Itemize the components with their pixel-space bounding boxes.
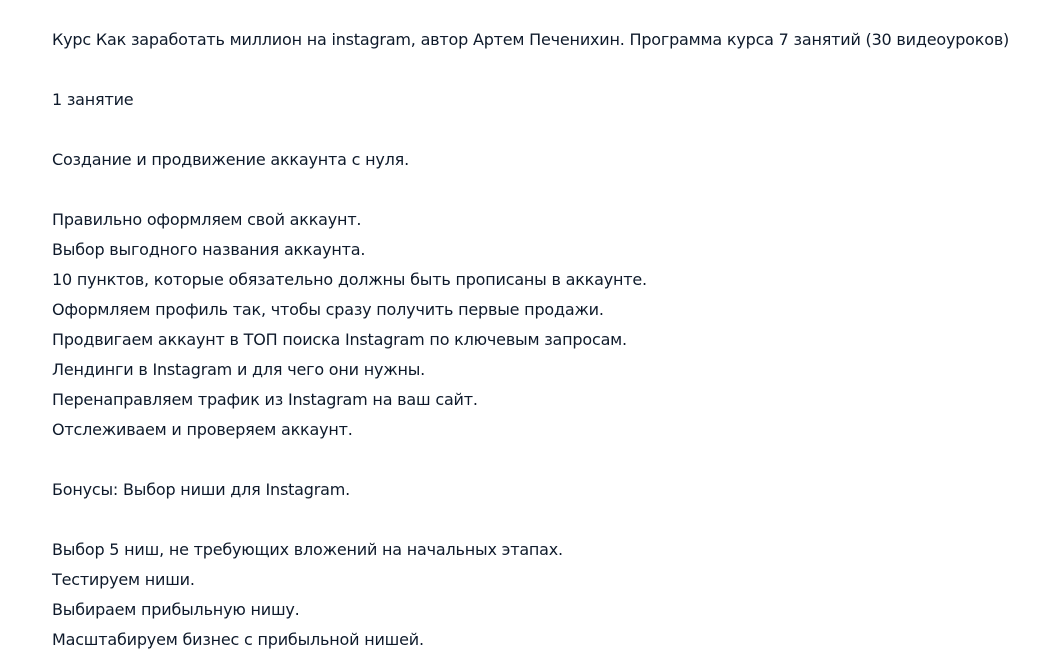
bonus-item-list: [52, 539, 1052, 659]
spacer: [52, 59, 1052, 89]
spacer: [52, 509, 1052, 539]
spacer: [52, 119, 1052, 149]
list-item: Оформляем профиль так, чтобы сразу получить первые продажи.: [52, 300, 604, 319]
list-item: Правильно оформляем свой аккаунт.: [52, 210, 362, 229]
list-item: Перенаправляем трафик из Instagram на ваш сайт.: [52, 390, 478, 409]
list-item: Отслеживаем и проверяем аккаунт.: [52, 420, 353, 439]
list-item: Масштабируем бизнес с прибыльной нишей.: [52, 630, 424, 649]
list-item: 10 пунктов, которые обязательно должны быть прописаны в аккаунте.: [52, 270, 647, 289]
section-title: Создание и продвижение аккаунта с нуля.: [52, 150, 409, 169]
spacer: [52, 179, 1052, 209]
list-item: Продвигаем аккаунт в ТОП поиска Instagram по ключевым запросам.: [52, 330, 627, 349]
spacer: [52, 449, 1052, 479]
course-program-text: [52, 29, 1052, 659]
section-item-list: [52, 209, 1052, 449]
list-item: Выбор 5 ниш, не требующих вложений на начальных этапах.: [52, 540, 563, 559]
bonus-title: Бонусы: Выбор ниши для Instagram.: [52, 480, 350, 499]
lesson-label: 1 занятие: [52, 90, 134, 109]
list-item: Лендинги в Instagram и для чего они нужны.: [52, 360, 426, 379]
course-intro: Курс Как заработать миллион на instagram, автор Артем Печенихин. Программа курса 7 занятий (30 видеоуроков): [52, 30, 1010, 49]
list-item: Выбор выгодного названия аккаунта.: [52, 240, 366, 259]
list-item: Выбираем прибыльную нишу.: [52, 600, 300, 619]
list-item: Тестируем ниши.: [52, 570, 195, 589]
